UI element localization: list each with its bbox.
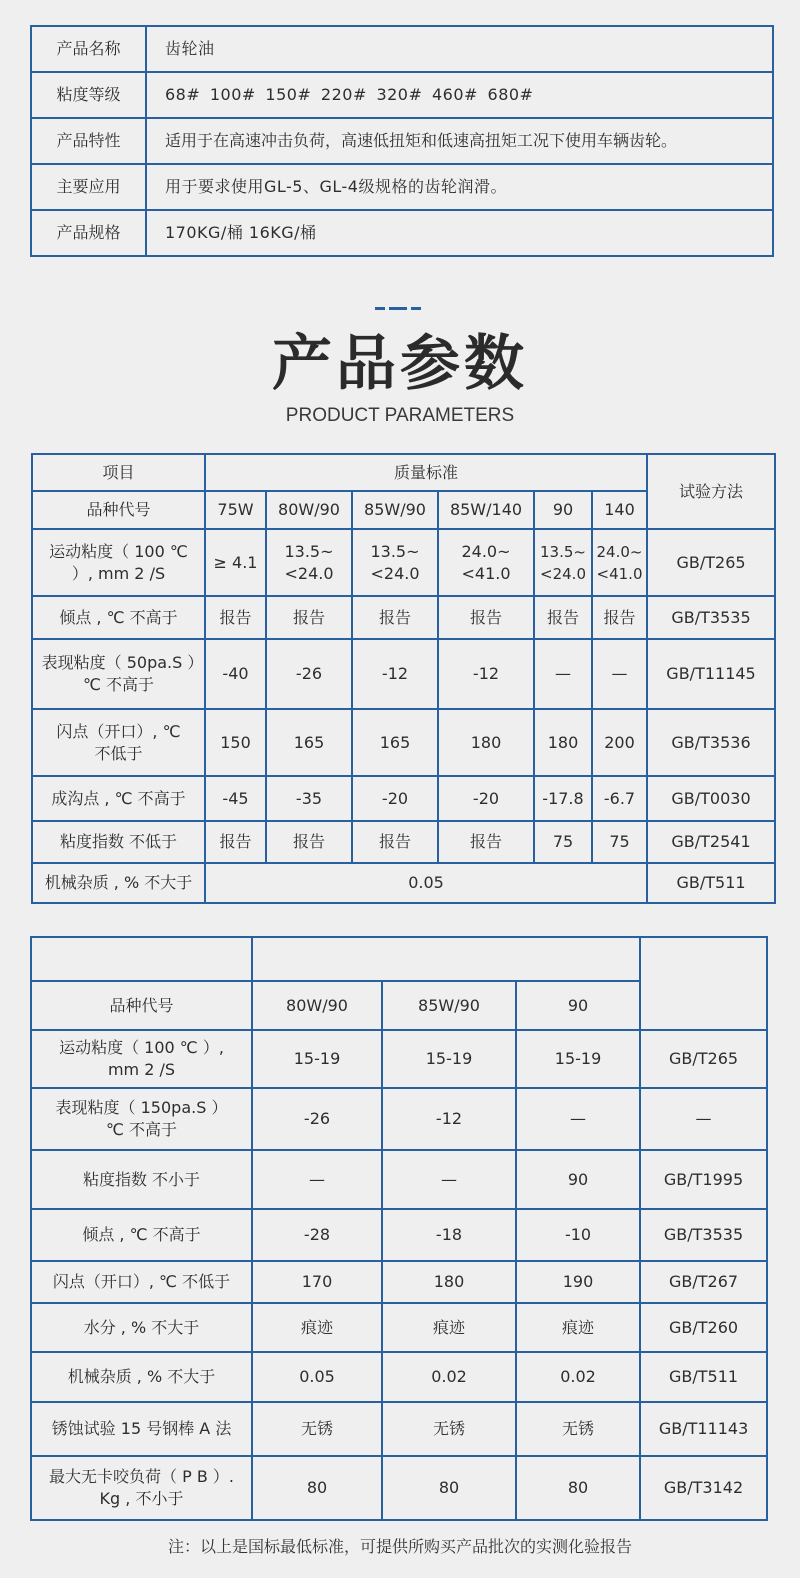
grade-cell: 75W <box>205 491 266 529</box>
value-cell: 无锈 <box>252 1402 382 1456</box>
value-cell: — <box>382 1150 516 1209</box>
value-cell: 150 <box>205 709 266 776</box>
value-cell: 0.02 <box>382 1352 516 1402</box>
header-empty-cell <box>640 937 767 1030</box>
row-label: 机械杂质 , % 不大于 <box>32 863 205 903</box>
value-cell: 痕迹 <box>252 1303 382 1352</box>
table-row <box>32 821 775 863</box>
value-cell: 无锈 <box>382 1402 516 1456</box>
value-cell: 24.0~ <41.0 <box>592 529 647 596</box>
value-cell: 报告 <box>266 596 352 639</box>
row-label: 粘度指数 不小于 <box>31 1150 252 1209</box>
table-row <box>31 1352 767 1402</box>
value-cell: 报告 <box>266 821 352 863</box>
value-cell: 痕迹 <box>516 1303 640 1352</box>
row-label: 锈蚀试验 15 号钢棒 A 法 <box>31 1402 252 1456</box>
row-label: 运动粘度（ 100 ℃ ）, mm 2 /S <box>32 529 205 596</box>
value-cell: 15-19 <box>382 1030 516 1088</box>
row-label: 最大无卡咬负荷（ P B ）. Kg , 不小于 <box>31 1456 252 1520</box>
value-cell: -26 <box>252 1088 382 1150</box>
method-cell: GB/T511 <box>647 863 775 903</box>
value-cell-merged: 0.05 <box>205 863 647 903</box>
value-cell: 0.02 <box>516 1352 640 1402</box>
info-value: 用于要求使用GL-5、GL-4级规格的齿轮润滑。 <box>146 164 773 210</box>
info-label: 产品规格 <box>31 210 146 256</box>
grade-cell: 80W/90 <box>252 981 382 1030</box>
parameters-table-2 <box>30 936 768 1521</box>
value-cell: -6.7 <box>592 776 647 821</box>
table-row <box>31 1088 767 1150</box>
value-cell: — <box>252 1150 382 1209</box>
header-empty-cell <box>252 937 640 981</box>
table-row <box>31 1209 767 1261</box>
footnote: 注：以上是国标最低标准，可提供所购买产品批次的实测化验报告 <box>167 1537 632 1556</box>
value-cell: 0.05 <box>252 1352 382 1402</box>
method-cell: GB/T2541 <box>647 821 775 863</box>
value-cell: 80 <box>382 1456 516 1520</box>
value-cell: -45 <box>205 776 266 821</box>
method-cell: GB/T1995 <box>640 1150 767 1209</box>
table-row <box>32 639 775 709</box>
value-cell: 15-19 <box>252 1030 382 1088</box>
table-row <box>32 709 775 776</box>
value-cell: 报告 <box>205 596 266 639</box>
value-cell: 165 <box>352 709 438 776</box>
header-item: 项目 <box>32 454 205 491</box>
value-cell: 13.5~ <24.0 <box>352 529 438 596</box>
row-label: 倾点 , ℃ 不高于 <box>32 596 205 639</box>
header-quality-standard: 质量标准 <box>205 454 647 491</box>
header-test-method: 试验方法 <box>647 454 775 529</box>
row-label: 闪点（开口）, ℃ 不低于 <box>32 709 205 776</box>
info-label: 产品特性 <box>31 118 146 164</box>
value-cell: 90 <box>516 1150 640 1209</box>
method-cell: GB/T265 <box>640 1030 767 1088</box>
method-cell: — <box>640 1088 767 1150</box>
row-label: 运动粘度（ 100 ℃ ）, mm 2 /S <box>31 1030 252 1088</box>
value-cell: — <box>516 1088 640 1150</box>
value-cell: 80 <box>516 1456 640 1520</box>
table-header-row <box>31 937 767 981</box>
value-cell: -10 <box>516 1209 640 1261</box>
value-cell: 165 <box>266 709 352 776</box>
grade-cell: 80W/90 <box>266 491 352 529</box>
value-cell: 报告 <box>438 821 534 863</box>
info-value: 170KG/桶 16KG/桶 <box>146 210 773 256</box>
value-cell: 报告 <box>205 821 266 863</box>
deco-dash-center <box>389 307 407 310</box>
table-row <box>31 1030 767 1088</box>
value-cell: -20 <box>438 776 534 821</box>
value-cell: 75 <box>534 821 592 863</box>
table-row <box>32 596 775 639</box>
heading-decoration <box>375 307 421 310</box>
row-label: 粘度指数 不低于 <box>32 821 205 863</box>
method-cell: GB/T3535 <box>640 1209 767 1261</box>
deco-dash-left <box>375 307 385 310</box>
value-cell: -28 <box>252 1209 382 1261</box>
value-cell: 180 <box>438 709 534 776</box>
value-cell: 13.5~ <24.0 <box>534 529 592 596</box>
value-cell: 190 <box>516 1261 640 1303</box>
method-cell: GB/T3142 <box>640 1456 767 1520</box>
table-row <box>31 1402 767 1456</box>
info-label: 粘度等级 <box>31 72 146 118</box>
value-cell: 报告 <box>352 821 438 863</box>
info-row <box>31 26 773 72</box>
value-cell: ≥ 4.1 <box>205 529 266 596</box>
info-label: 主要应用 <box>31 164 146 210</box>
parameters-table-1 <box>31 453 776 904</box>
value-cell: -20 <box>352 776 438 821</box>
method-cell: GB/T3535 <box>647 596 775 639</box>
value-cell: 无锈 <box>516 1402 640 1456</box>
info-row <box>31 164 773 210</box>
value-cell: -12 <box>382 1088 516 1150</box>
value-cell: -12 <box>438 639 534 709</box>
value-cell: -18 <box>382 1209 516 1261</box>
method-cell: GB/T267 <box>640 1261 767 1303</box>
row-label: 倾点 , ℃ 不高于 <box>31 1209 252 1261</box>
row-label: 表现粘度（ 150pa.S ）℃ 不高于 <box>31 1088 252 1150</box>
table-row <box>31 1456 767 1520</box>
value-cell: 75 <box>592 821 647 863</box>
value-cell: -40 <box>205 639 266 709</box>
method-cell: GB/T265 <box>647 529 775 596</box>
table-row <box>32 863 775 903</box>
info-row <box>31 72 773 118</box>
table-row <box>31 1150 767 1209</box>
header-code: 品种代号 <box>32 491 205 529</box>
row-label: 水分 , % 不大于 <box>31 1303 252 1352</box>
grade-cell: 85W/90 <box>352 491 438 529</box>
value-cell: 报告 <box>592 596 647 639</box>
value-cell: 24.0~ <41.0 <box>438 529 534 596</box>
method-cell: GB/T260 <box>640 1303 767 1352</box>
row-label: 成沟点 , ℃ 不高于 <box>32 776 205 821</box>
table-row <box>32 529 775 596</box>
value-cell: 170 <box>252 1261 382 1303</box>
section-subtitle: PRODUCT PARAMETERS <box>285 405 515 426</box>
value-cell: -17.8 <box>534 776 592 821</box>
info-value: 适用于在高速冲击负荷，高速低扭矩和低速高扭矩工况下使用车辆齿轮。 <box>146 118 773 164</box>
row-label: 机械杂质 , % 不大于 <box>31 1352 252 1402</box>
method-cell: GB/T11143 <box>640 1402 767 1456</box>
table-row <box>31 1261 767 1303</box>
value-cell: 报告 <box>534 596 592 639</box>
value-cell: 15-19 <box>516 1030 640 1088</box>
grade-cell: 85W/140 <box>438 491 534 529</box>
info-label: 产品名称 <box>31 26 146 72</box>
value-cell: 200 <box>592 709 647 776</box>
value-cell: -12 <box>352 639 438 709</box>
grade-cell: 140 <box>592 491 647 529</box>
value-cell: — <box>534 639 592 709</box>
method-cell: GB/T0030 <box>647 776 775 821</box>
table-row <box>31 1303 767 1352</box>
section-title: 产品参数 <box>272 329 528 399</box>
table-header-row <box>32 454 775 491</box>
method-cell: GB/T3536 <box>647 709 775 776</box>
grade-cell: 90 <box>516 981 640 1030</box>
method-cell: GB/T11145 <box>647 639 775 709</box>
grade-cell: 90 <box>534 491 592 529</box>
value-cell: -26 <box>266 639 352 709</box>
value-cell: 180 <box>382 1261 516 1303</box>
row-label: 表现粘度（ 50pa.S ）℃ 不高于 <box>32 639 205 709</box>
grade-cell: 85W/90 <box>382 981 516 1030</box>
row-label: 闪点（开口）, ℃ 不低于 <box>31 1261 252 1303</box>
header-empty-cell <box>31 937 252 981</box>
header-code: 品种代号 <box>31 981 252 1030</box>
value-cell: 报告 <box>438 596 534 639</box>
value-cell: 报告 <box>352 596 438 639</box>
info-value: 68# 100# 150# 220# 320# 460# 680# <box>146 72 773 118</box>
value-cell: — <box>592 639 647 709</box>
info-row <box>31 210 773 256</box>
value-cell: 80 <box>252 1456 382 1520</box>
value-cell: 痕迹 <box>382 1303 516 1352</box>
product-info-table <box>30 25 774 257</box>
table-row <box>32 776 775 821</box>
value-cell: 180 <box>534 709 592 776</box>
info-row <box>31 118 773 164</box>
value-cell: 13.5~ <24.0 <box>266 529 352 596</box>
method-cell: GB/T511 <box>640 1352 767 1402</box>
info-value: 齿轮油 <box>146 26 773 72</box>
value-cell: -35 <box>266 776 352 821</box>
deco-dash-right <box>411 307 421 310</box>
